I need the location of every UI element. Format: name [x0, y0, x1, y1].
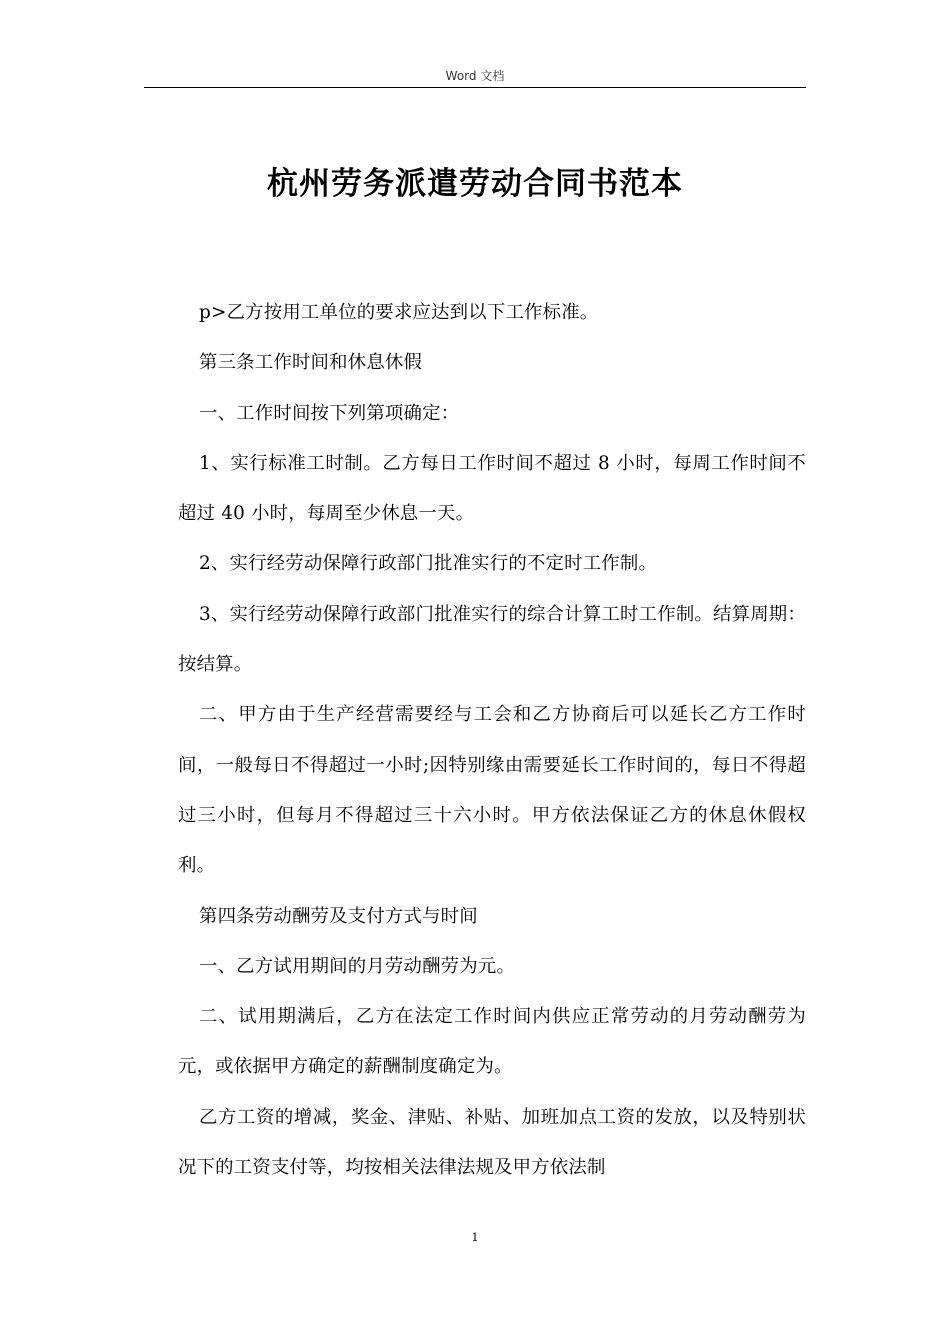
header-divider — [144, 87, 806, 88]
document-body — [178, 288, 806, 1193]
paragraph: 一、工作时间按下列第项确定： — [199, 402, 460, 424]
paragraph: 2、实行经劳动保障行政部门批准实行的不定时工作制。 — [199, 553, 658, 575]
paragraph: 1、实行标准工时制。乙方每日工作时间不超过 8 小时，每周工作时间不超过 40 小时，每周至少休息一天。 — [178, 452, 806, 525]
paragraph: 二、甲方由于生产经营需要经与工会和乙方协商后可以延长乙方工作时间，一般每日不得超过一小时;因特别缘由需要延长工作时间的，每日不得超过三小时，但每月不得超过三十六小时。甲方依法保证乙方的休息休假权利。 — [178, 704, 806, 877]
paragraph: 二、试用期满后，乙方在法定工作时间内供应正常劳动的月劳动酬劳为元，或依据甲方确定的薪酬制度确定为。 — [178, 1006, 806, 1078]
section-heading: 第四条劳动酬劳及支付方式与时间 — [199, 905, 478, 927]
paragraph: 一、乙方试用期间的月劳动酬劳为元。 — [199, 955, 516, 977]
paragraph: p>乙方按用工单位的要求应达到以下工作标准。 — [199, 302, 599, 323]
page-header: Word 文档 — [445, 69, 505, 83]
section-heading: 第三条工作时间和休息休假 — [199, 352, 423, 374]
page-number: 1 — [471, 1231, 479, 1244]
document-title: 杭州劳务派遣劳动合同书范本 — [267, 166, 683, 202]
paragraph: 乙方工资的增减，奖金、津贴、补贴、加班加点工资的发放，以及特别状况下的工资支付等，均按相关法律法规及甲方依法制 — [178, 1106, 806, 1179]
paragraph: 3、实行经劳动保障行政部门批准实行的综合计算工时工作制。结算周期：按结算。 — [178, 603, 806, 676]
